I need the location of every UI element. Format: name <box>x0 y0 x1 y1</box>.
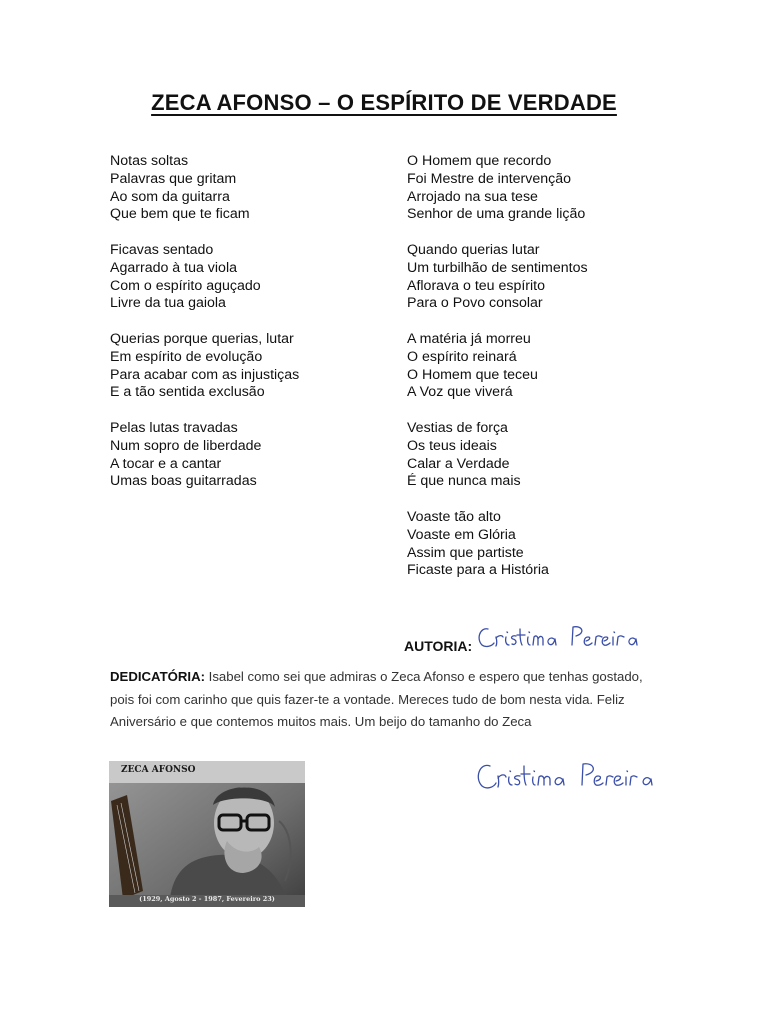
dedicatoria-text: Isabel como sei que admiras o Zeca Afonso e espero que tenhas gostado, pois foi com carinho que quis fazer-te a vontade. Mereces tudo de bom nesta vida. Feliz Aniversário e que contemos muitos mais. Um beijo do tamanho do Zeca <box>110 669 643 730</box>
poem-line: Para o Povo consolar <box>407 295 543 312</box>
poem-line: Palavras que gritam <box>110 170 237 187</box>
right-stanza <box>407 153 727 224</box>
poem-line: Voaste em Glória <box>407 526 516 543</box>
poem-line: Os teus ideais <box>407 437 497 454</box>
poem-line: O espírito reinará <box>407 348 517 365</box>
poem-line: Que bem que te ficam <box>110 206 250 223</box>
poem-line: Quando querias lutar <box>407 241 540 258</box>
poem-line: Para acabar com as injustiças <box>110 366 300 383</box>
poem-line: A tocar e a cantar <box>110 455 222 472</box>
poem-line: Calar a Verdade <box>407 455 510 472</box>
poem-line: Livre da tua gaiola <box>110 295 226 312</box>
poem-line: Notas soltas <box>110 153 189 169</box>
poem-line: Com o espírito aguçado <box>110 277 261 294</box>
poem-line: O Homem que recordo <box>407 153 552 169</box>
signature-autoria <box>472 615 672 660</box>
poem-line: Querias porque querias, lutar <box>110 330 294 347</box>
handwritten-signature-icon <box>472 615 672 655</box>
poem-left-column <box>110 153 390 509</box>
right-stanza <box>407 331 727 402</box>
poem-line: Umas boas guitarradas <box>110 473 257 490</box>
poem-line: Agarrado à tua viola <box>110 259 237 276</box>
poem-line: Ao som da guitarra <box>110 188 230 205</box>
left-stanza <box>110 153 390 224</box>
poem-line: Foi Mestre de intervenção <box>407 170 572 187</box>
poem-line: Um turbilhão de sentimentos <box>407 259 588 276</box>
poem-line: Pelas lutas travadas <box>110 419 238 436</box>
left-stanza <box>110 331 390 402</box>
poem-line: Em espírito de evolução <box>110 348 263 365</box>
portrait-photo-icon <box>109 761 305 907</box>
dedicatoria-paragraph <box>110 666 670 734</box>
poem-line: E a tão sentida exclusão <box>110 384 265 401</box>
right-stanza <box>407 420 727 491</box>
poem-line: O Homem que teceu <box>407 366 538 383</box>
poem-line: É que nunca mais <box>407 473 521 490</box>
right-stanza <box>407 242 727 313</box>
autoria-block <box>404 620 672 660</box>
zeca-afonso-photo <box>109 761 305 907</box>
poem-line: Aflorava o teu espírito <box>407 277 546 294</box>
poem-line: Vestias de força <box>407 419 508 436</box>
poem-line: Senhor de uma grande lição <box>407 206 586 223</box>
poem-line: Arrojado na sua tese <box>407 188 538 205</box>
dedicatoria-label: DEDICATÓRIA: <box>110 669 205 684</box>
poem-title <box>0 90 768 116</box>
poem-line: Assim que partiste <box>407 544 524 561</box>
handwritten-signature-icon <box>470 750 680 798</box>
poem-line: Ficavas sentado <box>110 241 214 258</box>
signature-bottom <box>470 750 680 803</box>
left-stanza <box>110 242 390 313</box>
right-stanza <box>407 509 727 580</box>
photo-caption-top: ZECA AFONSO <box>121 765 196 775</box>
poem-line: Voaste tão alto <box>407 508 501 525</box>
poem-line: Num sopro de liberdade <box>110 437 262 454</box>
left-stanza <box>110 420 390 491</box>
photo-caption-bottom: (1929, Agosto 2 - 1987, Fevereiro 23) <box>139 895 275 903</box>
poem-line: A matéria já morreu <box>407 330 531 347</box>
poem-right-column <box>407 153 727 598</box>
poem-line: Ficaste para a História <box>407 562 549 579</box>
poem-title-text: ZECA AFONSO – O ESPÍRITO DE VERDADE <box>151 90 617 115</box>
autoria-label: AUTORIA: <box>404 638 473 654</box>
poem-line: A Voz que viverá <box>407 384 513 401</box>
